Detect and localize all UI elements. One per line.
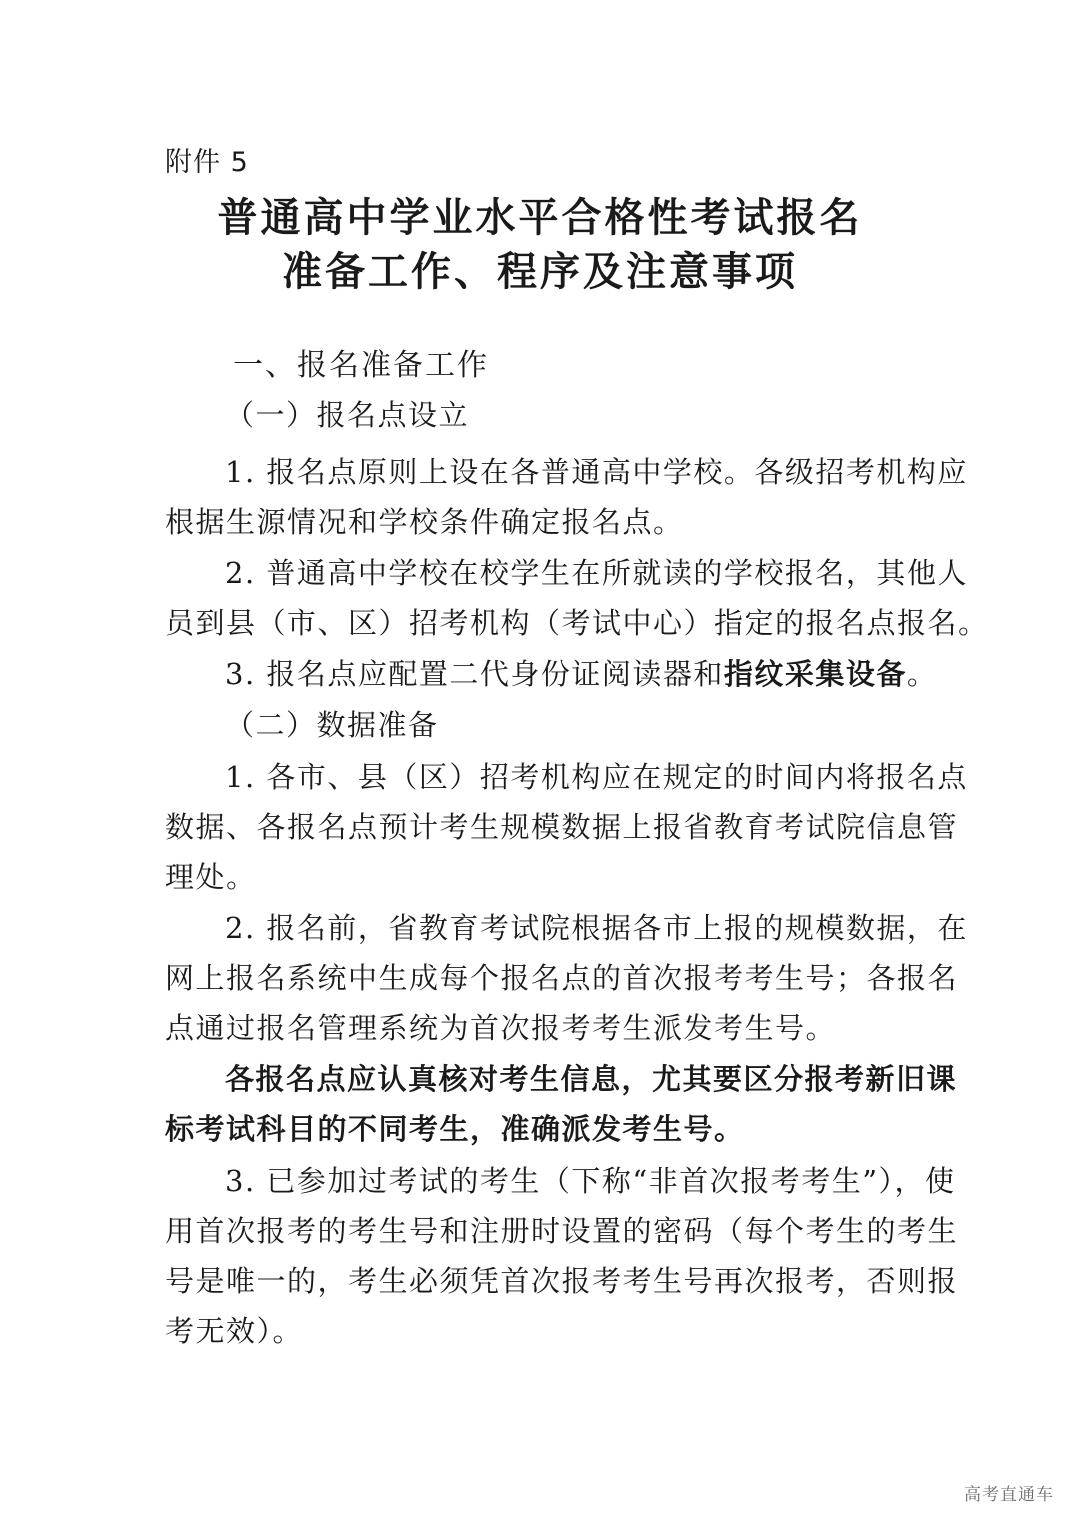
- paragraph-line: 1. 各市、县（区）招考机构应在规定的时间内将报名点: [225, 760, 968, 794]
- paragraph-text: 3. 报名点应配置二代身份证阅读器和: [225, 657, 724, 691]
- paragraph-line: 2. 普通高中学校在校学生在所就读的学校报名，其他人: [225, 556, 968, 590]
- attachment-label: 附件 5: [165, 147, 249, 178]
- emphasized-paragraph-line: 标考试科目的不同考生，准确派发考生号。: [165, 1112, 745, 1146]
- paragraph-line: 3. 已参加过考试的考生（下称“非首次报考考生”），使: [225, 1164, 956, 1198]
- paragraph-text: 。: [906, 657, 938, 691]
- document-title-line-2: 准备工作、程序及注意事项: [282, 248, 798, 295]
- paragraph-line: 考无效）。: [165, 1314, 304, 1348]
- paragraph-line: 点通过报名管理系统为首次报考考生派发考生号。: [165, 1011, 837, 1045]
- section-heading: 一、报名准备工作: [233, 348, 489, 383]
- paragraph-line: 网上报名系统中生成每个报名点的首次报考考生号；各报名: [165, 961, 959, 995]
- paragraph-line: 2. 报名前，省教育考试院根据各市上报的规模数据，在: [225, 911, 968, 945]
- paragraph-line: 数据、各报名点预计考生规模数据上报省教育考试院信息管: [165, 810, 959, 844]
- subsection-heading: （二）数据准备: [225, 708, 439, 742]
- subsection-heading: （一）报名点设立: [225, 398, 470, 432]
- document-title-line-1: 普通高中学业水平合格性考试报名: [217, 194, 863, 241]
- paragraph-line: 根据生源情况和学校条件确定报名点。: [165, 505, 684, 539]
- paragraph-line: 1. 报名点原则上设在各普通高中学校。各级招考机构应: [225, 455, 968, 489]
- watermark: 高考直通车: [964, 1485, 1054, 1505]
- paragraph-line: 号是唯一的，考生必须凭首次报考考生号再次报考，否则报: [165, 1264, 959, 1298]
- paragraph-line: 理处。: [165, 860, 257, 894]
- paragraph-line: 用首次报考的考生号和注册时设置的密码（每个考生的考生: [165, 1214, 959, 1248]
- paragraph-line: [225, 654, 937, 694]
- emphasized-text: 指纹采集设备: [723, 657, 907, 691]
- paragraph-line: 员到县（市、区）招考机构（考试中心）指定的报名点报名。: [165, 606, 989, 640]
- emphasized-paragraph-line: 各报名点应认真核对考生信息，尤其要区分报考新旧课: [225, 1062, 958, 1096]
